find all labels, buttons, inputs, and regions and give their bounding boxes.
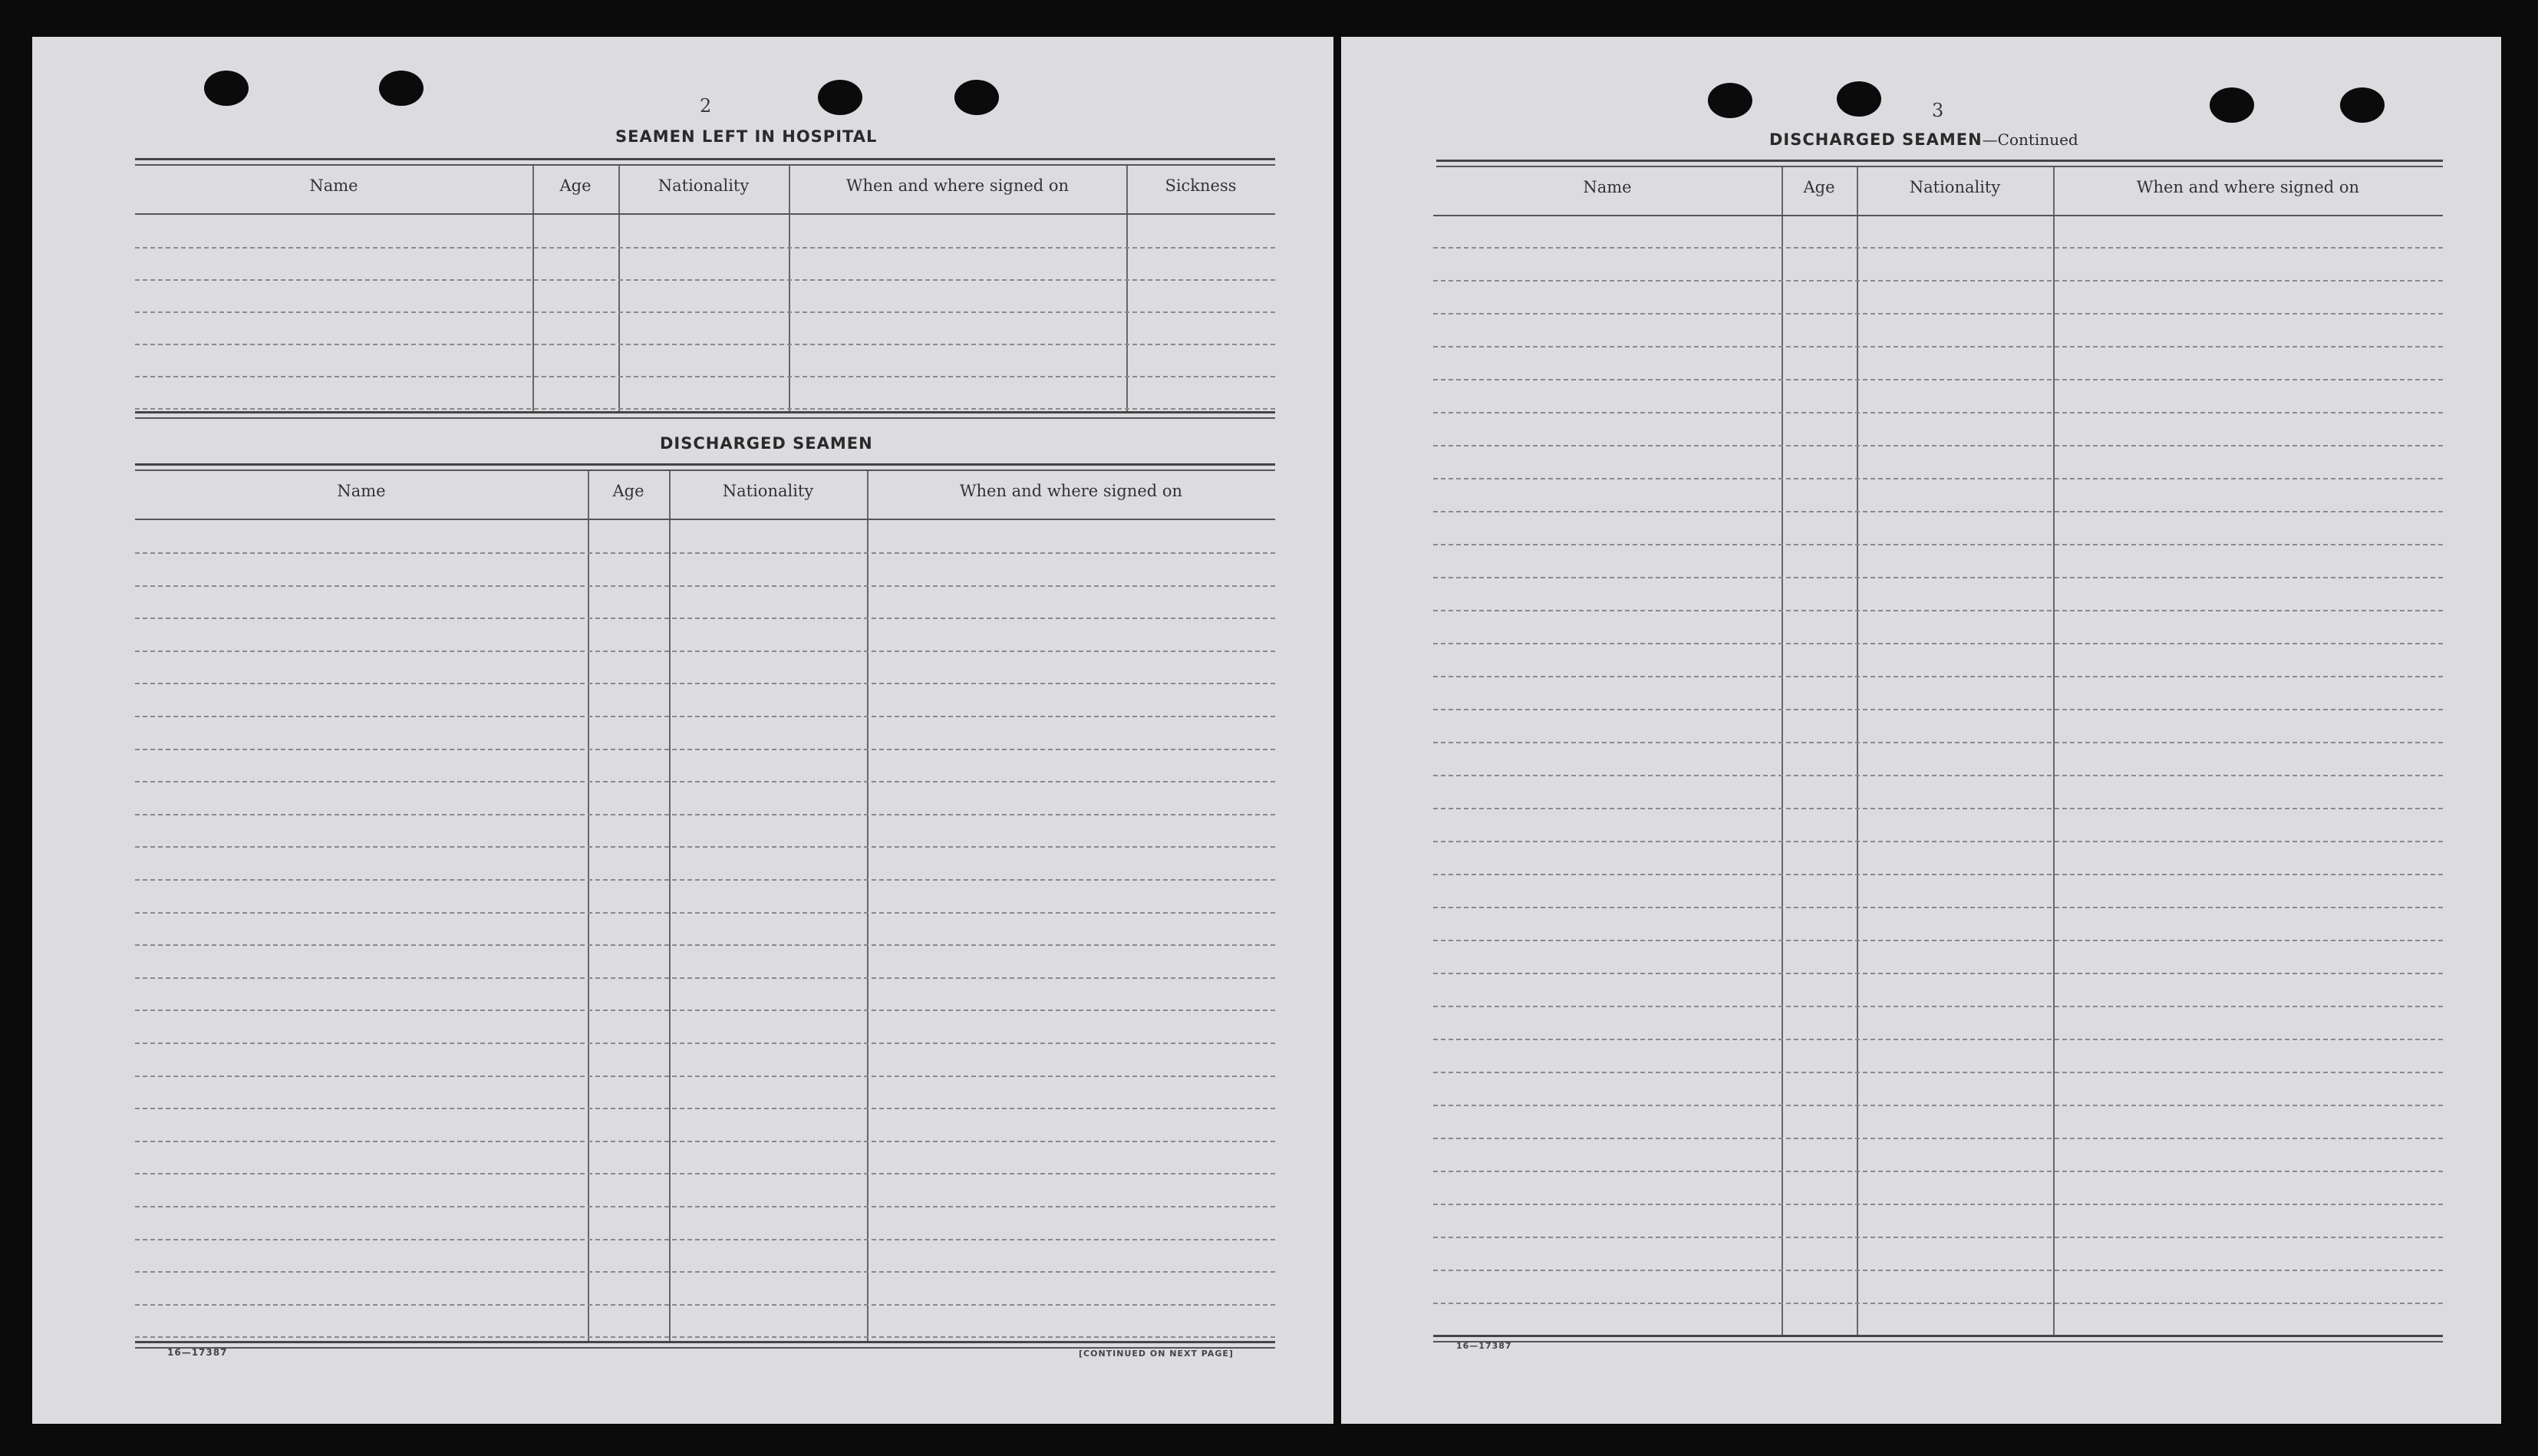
ruling-line [1433,445,2443,446]
ruling-line [135,247,1275,249]
left-page [32,37,1333,1424]
column-header-signed-on: When and where signed on [845,176,1070,195]
punch-hole [2210,87,2254,123]
hospital-section-title: SEAMEN LEFT IN HOSPITAL [615,127,878,146]
ruling-line [1433,841,2443,842]
ruling-line [1433,709,2443,710]
ruling-line [1433,511,2443,512]
ruling-line [1433,1303,2443,1304]
hospital-table [135,166,1275,411]
ruling-line [135,344,1275,345]
ruling-line [1433,247,2443,249]
discharged-section-title: DISCHARGED SEAMEN [660,434,873,453]
punch-hole [204,71,249,106]
column-header-name: Name [1583,178,1632,196]
ruling-line [1433,577,2443,578]
ruling-line [1433,1039,2443,1040]
ruling-line [135,1336,1275,1338]
ruling-line [1433,808,2443,809]
discharged-continued-title [1769,130,2078,149]
column-header-nationality: Nationality [722,482,814,500]
punch-hole [1708,83,1752,118]
ruling-line [1433,1072,2443,1073]
ruling-line [135,1010,1275,1011]
column-header-sickness: Sickness [1165,176,1237,195]
page-number: 3 [1932,100,1944,121]
ruling-line [1433,973,2443,974]
ruling-line [135,846,1275,848]
ruling-line [1433,742,2443,743]
column-header-name: Name [309,176,358,195]
ruling-line [135,1173,1275,1174]
ruling-line [135,651,1275,652]
ruling-line [1433,478,2443,479]
column-header-nationality: Nationality [658,176,750,195]
ruling-line [135,585,1275,587]
ruling-line [135,376,1275,377]
discharged-table [135,471,1275,1341]
ruling-line [1433,280,2443,282]
ruling-line [1433,874,2443,875]
punch-hole [1837,81,1881,117]
ruling-line [1433,1006,2443,1007]
form-number: 16—17387 [1456,1341,1512,1351]
ruling-line [1433,907,2443,908]
ruling-line [135,1043,1275,1044]
form-number: 16—17387 [167,1347,228,1358]
ruling-line [1433,1105,2443,1106]
ruling-line [135,749,1275,750]
discharged-table-continued [1433,167,2443,1335]
ruling-line [135,683,1275,684]
column-header-age: Age [559,176,592,195]
punch-hole [379,71,424,106]
ruling-line [135,716,1275,717]
column-header-nationality: Nationality [1909,178,2001,196]
punch-hole [954,80,999,115]
column-header-signed-on: When and where signed on [959,482,1183,500]
ruling-line [1433,346,2443,348]
right-page [1341,37,2501,1424]
ruling-line [1433,412,2443,413]
ruling-line [135,552,1275,554]
column-header-age: Age [612,482,644,500]
ruling-line [135,279,1275,281]
ruling-line [1433,1270,2443,1271]
section-title-text: DISCHARGED SEAMEN [1769,130,1983,149]
ruling-line [1433,544,2443,545]
ruling-line [135,1141,1275,1142]
ruling-line [1433,1138,2443,1139]
ruling-line [1433,775,2443,776]
ruling-line [1433,610,2443,611]
section-title-suffix: —Continued [1982,130,2078,149]
ruling-line [135,781,1275,782]
ruling-line [1433,676,2443,677]
ruling-line [1433,313,2443,315]
ruling-line [135,814,1275,815]
ruling-line [1433,643,2443,644]
ruling-line [135,977,1275,979]
ruling-line [1433,1171,2443,1172]
punch-hole [818,80,862,115]
ruling-line [135,1108,1275,1109]
ruling-line [1433,940,2443,941]
page-number: 2 [700,95,712,117]
punch-hole [2340,87,2385,123]
ruling-line [135,1206,1275,1207]
column-header-age: Age [1803,178,1835,196]
ruling-line [135,1304,1275,1306]
continued-note: [CONTINUED ON NEXT PAGE] [1079,1349,1234,1359]
column-header-name: Name [337,482,386,500]
ruling-line [135,408,1275,410]
ruling-line [135,618,1275,619]
ruling-line [1433,1204,2443,1205]
ruling-line [135,1076,1275,1077]
ruling-line [135,311,1275,313]
ruling-line [135,879,1275,881]
column-header-signed-on: When and where signed on [2136,178,2360,196]
ruling-line [135,912,1275,914]
ruling-line [1433,1237,2443,1238]
ruling-line [135,944,1275,946]
ruling-line [135,1239,1275,1240]
ruling-line [1433,379,2443,380]
ruling-line [135,1271,1275,1273]
